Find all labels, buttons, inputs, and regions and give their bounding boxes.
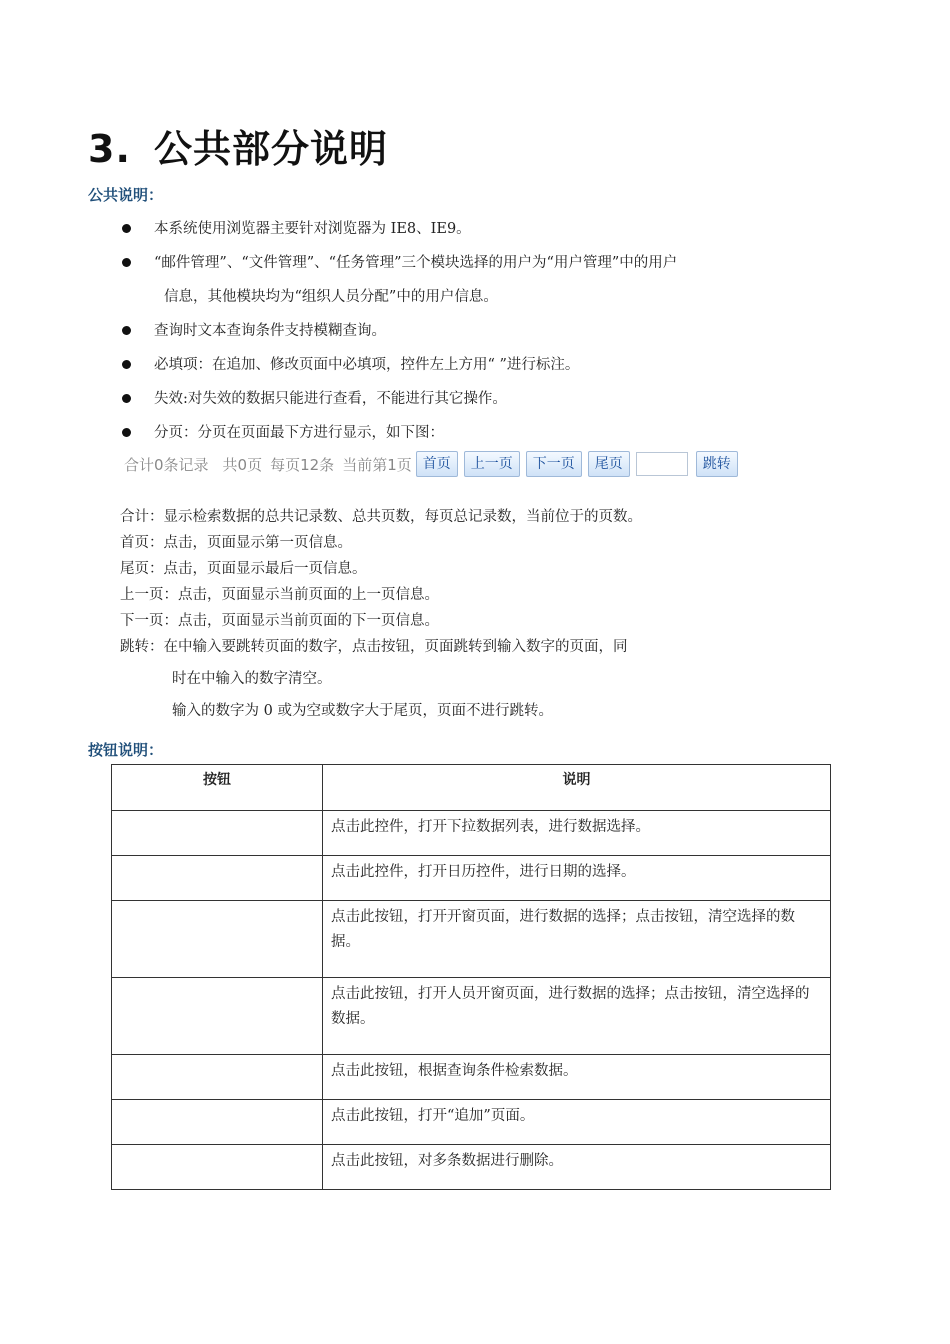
description-cell: 点击此按钮，根据查询条件检索数据。 — [323, 1055, 831, 1100]
pager-total-pages: 共0页 — [222, 455, 263, 474]
button-cell — [112, 811, 323, 856]
button-cell — [112, 978, 323, 1055]
bullet-icon — [122, 360, 131, 369]
list-item — [122, 416, 842, 450]
bullet-icon — [122, 224, 131, 233]
button-cell — [112, 1100, 323, 1145]
button-cell — [112, 901, 323, 978]
button-cell — [112, 1055, 323, 1100]
table-row — [112, 1055, 831, 1100]
button-description-table — [111, 764, 831, 1190]
list-item-text: 查询时文本查询条件支持模糊查询。 — [154, 323, 386, 339]
table-row — [112, 901, 831, 978]
desc-jump: 跳转：在中输入要跳转页面的数字，点击按钮，页面跳转到输入数字的页面，同 — [120, 639, 628, 655]
pager-per-page: 每页12条 — [270, 455, 335, 474]
list-item-text-continued: 信息，其他模块均为“组织人员分配”中的用户信息。 — [164, 289, 498, 305]
description-cell: 点击此按钮，对多条数据进行删除。 — [323, 1145, 831, 1190]
prev-page-button[interactable]: 上一页 — [464, 451, 520, 477]
description-cell: 点击此按钮，打开人员开窗页面，进行数据的选择；点击按钮，清空选择的数据。 — [323, 978, 831, 1055]
description-cell: 点击此控件，打开下拉数据列表，进行数据选择。 — [323, 811, 831, 856]
list-item-text: 本系统使用浏览器主要针对浏览器为 IE8、IE9。 — [154, 221, 471, 237]
table-row — [112, 811, 831, 856]
pager-current-page: 当前第1页 — [342, 455, 412, 474]
first-page-button[interactable]: 首页 — [416, 451, 458, 477]
list-item — [122, 314, 842, 348]
list-item-text: “邮件管理”、“文件管理”、“任务管理”三个模块选择的用户为“用户管理”中的用户 — [154, 255, 678, 271]
desc-first: 首页：点击，页面显示第一页信息。 — [120, 535, 352, 551]
description-cell: 点击此控件，打开日历控件，进行日期的选择。 — [323, 856, 831, 901]
common-notes-label: 公共说明： — [88, 186, 164, 204]
desc-next: 下一页：点击，页面显示当前页面的下一页信息。 — [120, 613, 439, 629]
pagination-bar — [124, 450, 744, 478]
list-item-text: 失效:对失效的数据只能进行查看，不能进行其它操作。 — [154, 391, 507, 407]
section-heading — [88, 118, 388, 173]
table-header-row — [112, 765, 831, 811]
column-header-button: 按钮 — [112, 765, 323, 811]
section-number: 3. — [88, 127, 131, 171]
table-row — [112, 856, 831, 901]
section-title: 公共部分说明 — [154, 127, 389, 171]
table-row — [112, 1145, 831, 1190]
bullet-icon — [122, 394, 131, 403]
next-page-button[interactable]: 下一页 — [526, 451, 582, 477]
list-item — [122, 382, 842, 416]
list-item — [122, 212, 842, 246]
description-cell: 点击此按钮，打开“追加”页面。 — [323, 1100, 831, 1145]
jump-page-input[interactable] — [636, 452, 688, 476]
list-item-text: 分页：分页在页面最下方进行显示，如下图： — [154, 425, 444, 441]
bullet-icon — [122, 428, 131, 437]
column-header-description: 说明 — [323, 765, 831, 811]
table-row — [112, 978, 831, 1055]
last-page-button[interactable]: 尾页 — [588, 451, 630, 477]
paging-description — [120, 504, 840, 724]
table-row — [112, 1100, 831, 1145]
button-notes-label: 按钮说明： — [88, 741, 164, 759]
jump-button[interactable]: 跳转 — [696, 451, 738, 477]
common-notes-list — [122, 212, 842, 450]
bullet-icon — [122, 258, 131, 267]
desc-prev: 上一页：点击，页面显示当前页面的上一页信息。 — [120, 587, 439, 603]
list-item — [122, 246, 842, 314]
list-item — [122, 348, 842, 382]
pager-total-records: 合计0条记录 — [124, 455, 209, 474]
desc-jump-rule: 输入的数字为 0 或为空或数字大于尾页，页面不进行跳转。 — [172, 703, 553, 719]
desc-jump-continued: 时在中输入的数字清空。 — [172, 671, 332, 687]
button-cell — [112, 856, 323, 901]
desc-total: 合计：显示检索数据的总共记录数、总共页数，每页总记录数，当前位于的页数。 — [120, 509, 642, 525]
button-cell — [112, 1145, 323, 1190]
desc-last: 尾页：点击，页面显示最后一页信息。 — [120, 561, 367, 577]
bullet-icon — [122, 326, 131, 335]
description-cell: 点击此按钮，打开开窗页面，进行数据的选择；点击按钮，清空选择的数据。 — [323, 901, 831, 978]
list-item-text: 必填项：在追加、修改页面中必填项，控件左上方用“ ”进行标注。 — [154, 357, 580, 373]
